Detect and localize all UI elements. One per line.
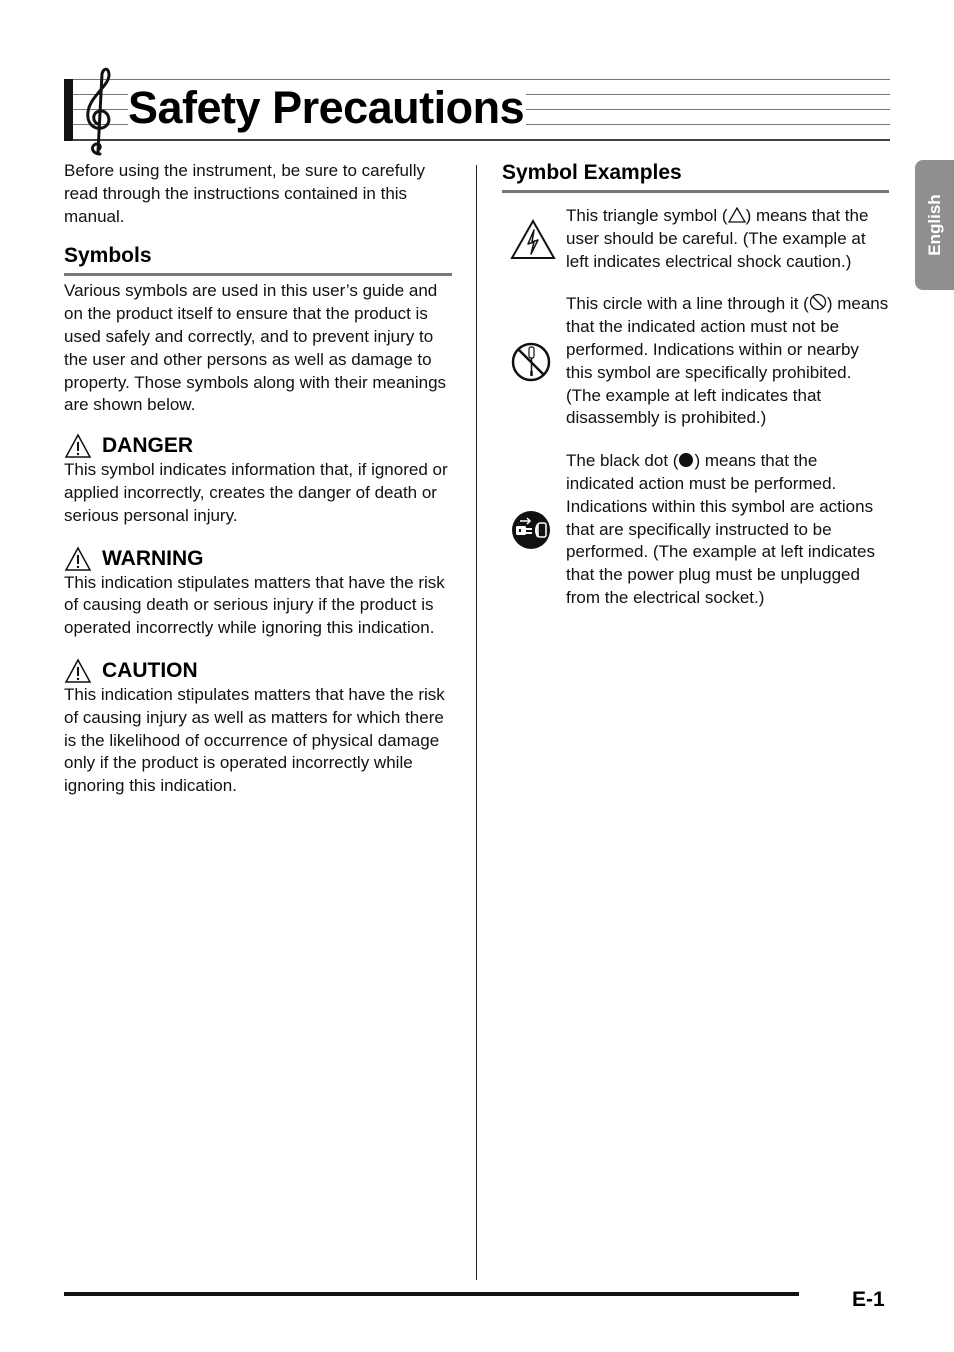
triangle-icon — [728, 207, 746, 223]
example-circle — [502, 293, 889, 430]
danger-heading — [64, 433, 452, 459]
staff-line — [73, 139, 890, 141]
prohibited-icon — [809, 293, 827, 311]
symbol-examples-heading: Symbol Examples — [502, 160, 889, 193]
staff-line — [73, 79, 890, 80]
page-title: Safety Precautions — [128, 82, 525, 133]
warning-triangle-icon — [64, 546, 92, 572]
symbols-heading: Symbols — [64, 243, 452, 276]
no-disassembly-icon — [510, 341, 552, 383]
right-column — [502, 160, 889, 610]
intro-text: Before using the instrument, be sure to carefully read through the instructions contained in this manual. — [64, 161, 425, 226]
language-tab-label: English — [924, 194, 944, 256]
black-dot-icon — [678, 452, 694, 468]
warning-triangle-icon — [64, 658, 92, 684]
left-column — [64, 160, 452, 798]
caution-text: This indication stipulates matters that have the risk of causing injury as well as matters for which there is the likelihood of occurrence of physical damage only if the product is operated incorrectly while ignoring this indication. — [64, 684, 445, 796]
example-circle-text: This circle with a line through it ( ) means that the indicated action must not be performed. Indications within or nearby this symbol are specifically prohibited. (The example at left indicates that disassembly is prohibited.) — [566, 294, 889, 428]
example-triangle-text: This triangle symbol ( ) means that the user should be careful. (The example at left indicates electrical shock caution.) — [566, 206, 869, 271]
danger-text: This symbol indicates information that, if ignored or applied incorrectly, creates the danger of death or serious personal injury. — [64, 460, 448, 525]
warning-heading — [64, 546, 452, 572]
unplug-icon — [510, 509, 552, 551]
danger-title: DANGER — [102, 434, 194, 458]
electric-shock-triangle-icon — [510, 218, 556, 260]
example-dot-text: The black dot ( ) means that the indicated action must be performed. Indications within this symbol are actions that are specifically instructed to be performed. (The example at left indicates that the power plug must be unplugged from the electrical socket.) — [566, 451, 875, 607]
caution-heading — [64, 658, 452, 684]
warning-text: This indication stipulates matters that have the risk of causing death or serious injury if the product is operated incorrectly while ignoring this indication. — [64, 572, 445, 638]
warning-title: WARNING — [102, 546, 204, 570]
example-dot — [502, 450, 889, 610]
page-header — [64, 79, 890, 141]
page-number: E-1 — [852, 1288, 885, 1311]
treble-clef-icon — [78, 66, 118, 156]
warning-triangle-icon — [64, 433, 92, 459]
symbols-text: Various symbols are used in this user’s guide and on the product itself to ensure that the product is used safely and correctly, and to prevent injury to the user and other persons as well as damage to property. Those symbols along with their meanings are shown below. — [64, 281, 447, 415]
example-triangle — [502, 205, 889, 273]
column-divider — [476, 165, 477, 1280]
language-tab — [915, 160, 954, 290]
footer-rule — [64, 1292, 799, 1296]
header-bar — [64, 79, 73, 141]
caution-title: CAUTION — [102, 658, 198, 682]
